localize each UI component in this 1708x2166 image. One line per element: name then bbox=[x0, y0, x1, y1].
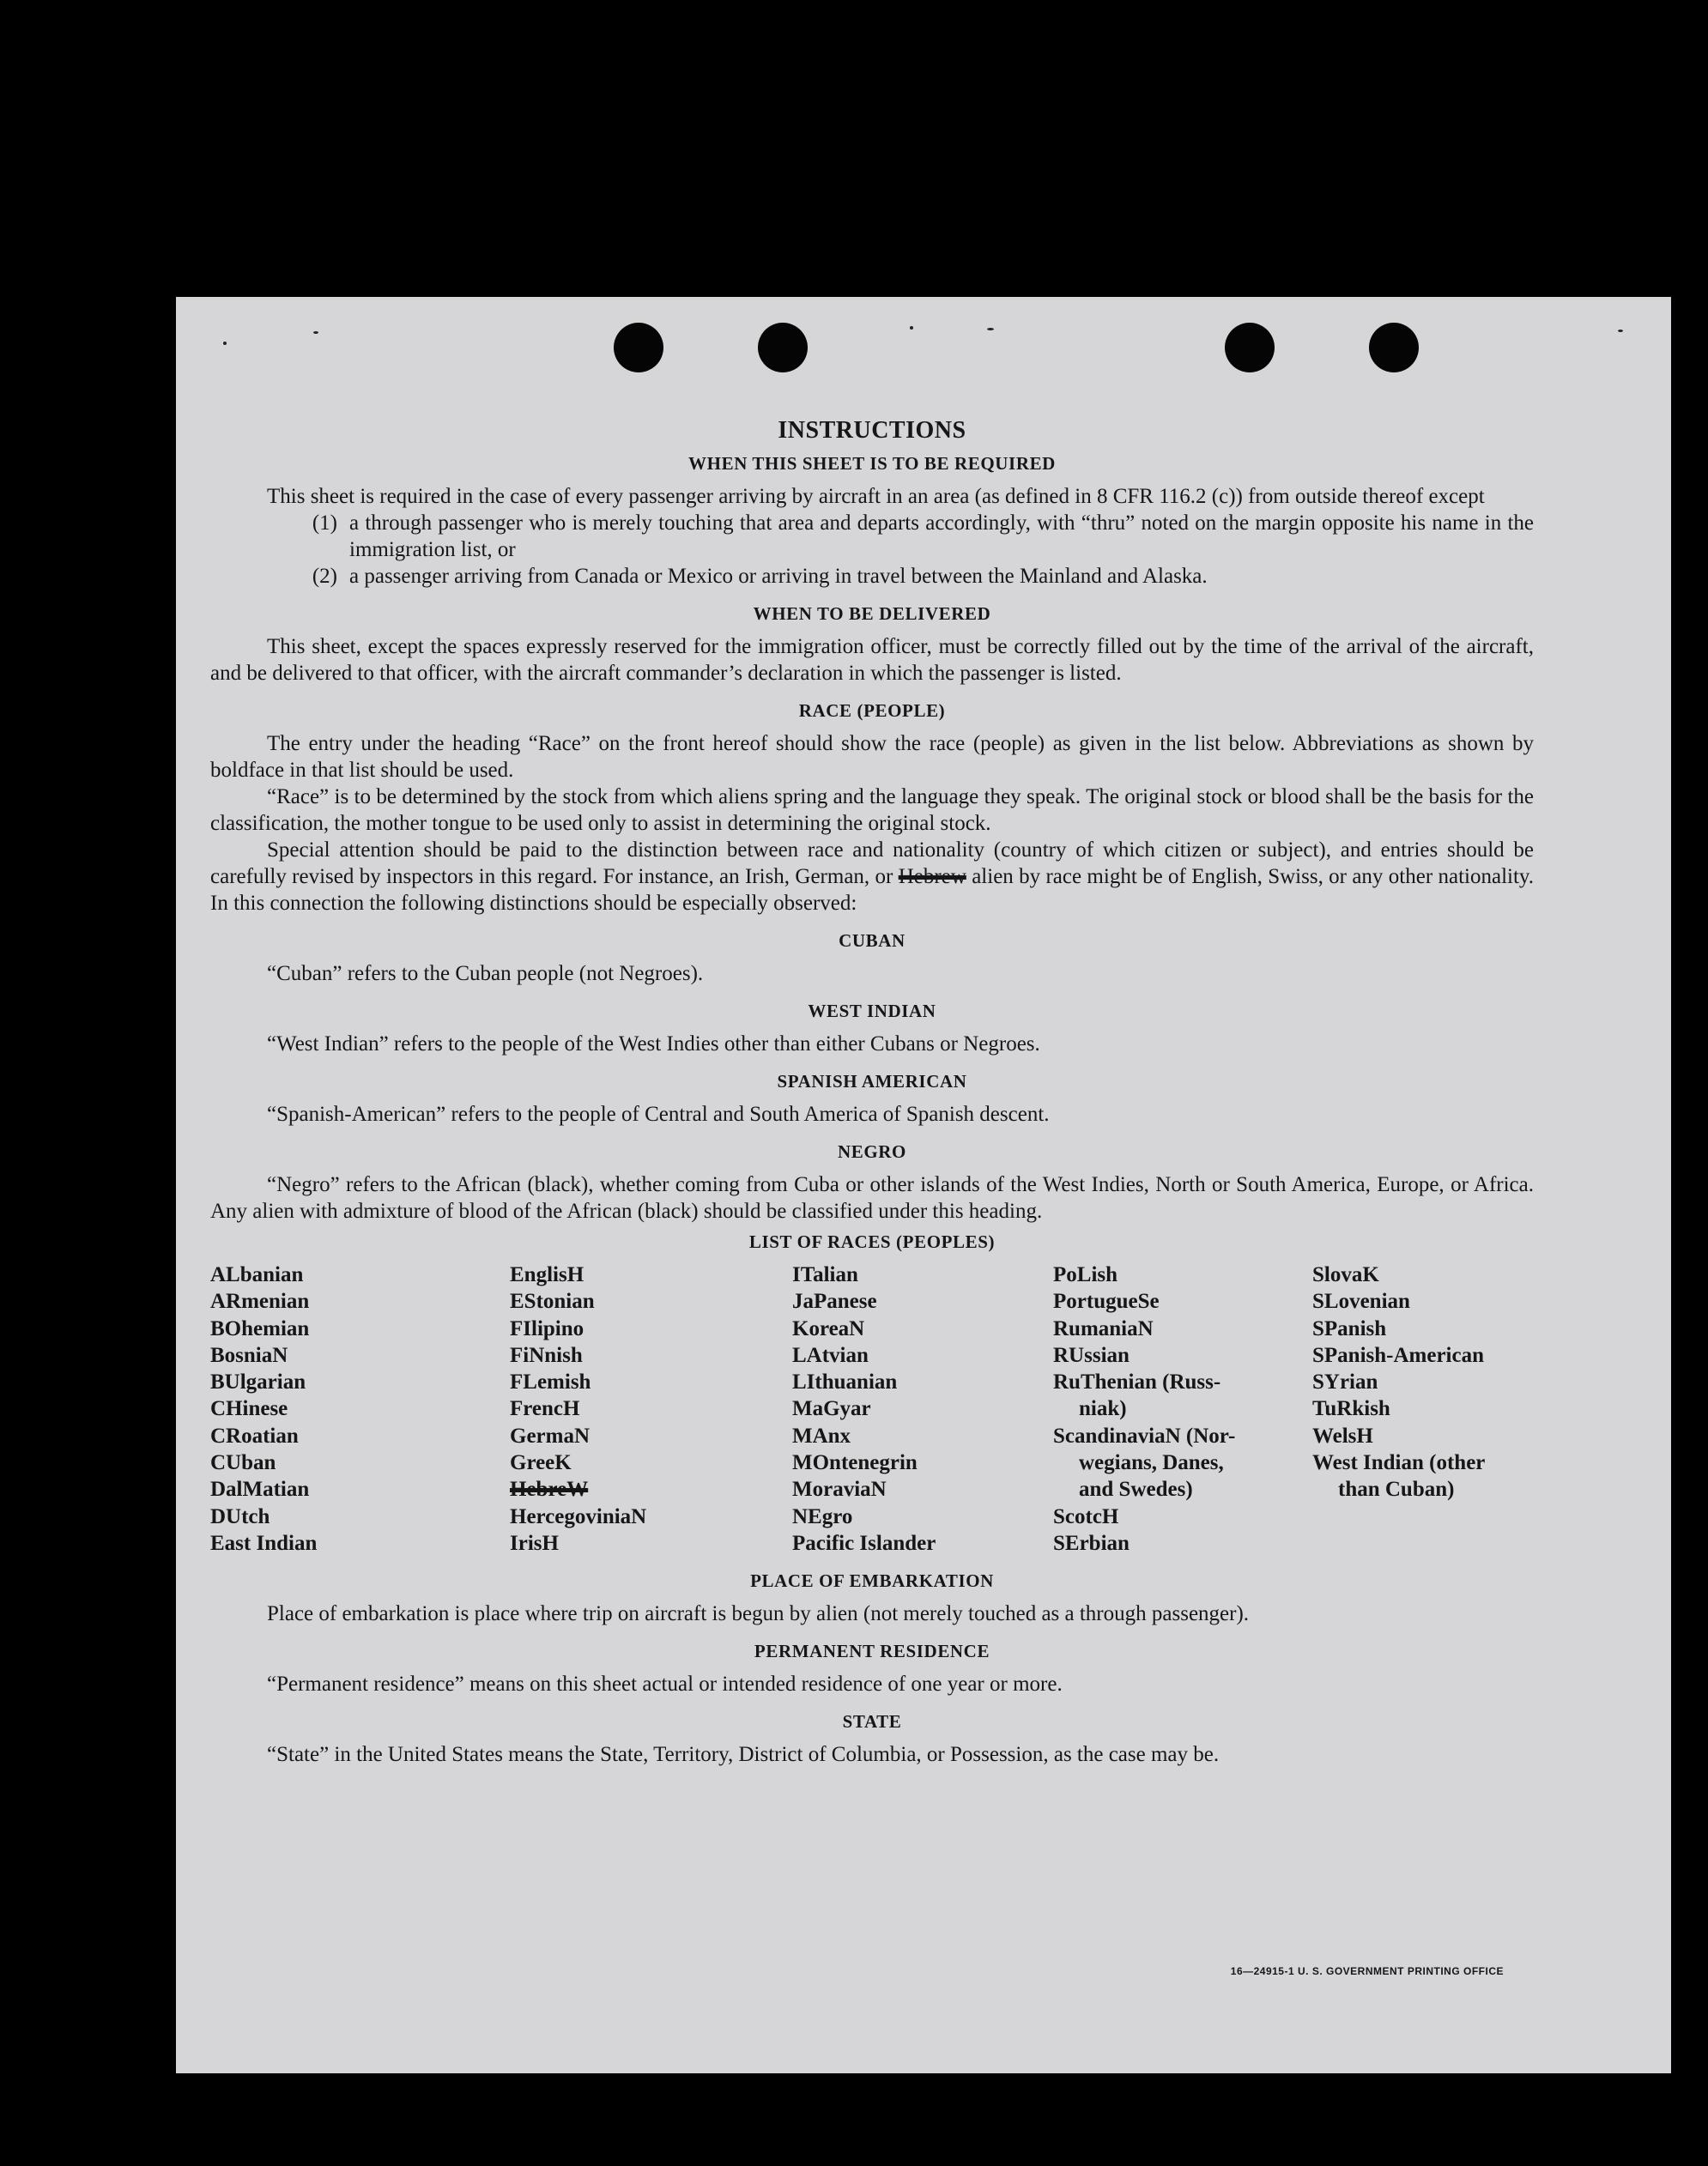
state-text: “State” in the United States means the State, Territory, District of Columbia, or Possession, as the case may be. bbox=[267, 1743, 1220, 1767]
race-item: SLovenian bbox=[1312, 1290, 1410, 1314]
race-paragraph-3b: alien by race might be of English, Swiss, or any other nationality. In this connection the following distinctions should be especially observed: bbox=[210, 865, 1535, 915]
section-heading-race: RACE (PEOPLE) bbox=[798, 700, 946, 721]
race-paragraph-1: The entry under the heading “Race” on the front hereof should show the race (people) as given in the list below. Abbreviations as shown by boldface in that list should be used. bbox=[210, 732, 1534, 782]
struck-word: Hebrew bbox=[898, 865, 966, 888]
delivered-text: This sheet, except the spaces expressly reserved for the immigration officer, must be correctly filled out by the time of the arrival of the aircraft, and be delivered to that officer, with the aircraft commander’s declaration in which the passenger is listed. bbox=[210, 635, 1534, 685]
race-item: HercegoviniaN bbox=[510, 1504, 647, 1528]
race-item: BOhemian bbox=[210, 1316, 310, 1340]
list-of-races-heading: LIST OF RACES (PEOPLES) bbox=[748, 1231, 996, 1252]
race-item: BosniaN bbox=[210, 1343, 288, 1367]
embarkation-text: Place of embarkation is place where trip on aircraft is begun by alien (not merely touched as a through passenger). bbox=[267, 1602, 1250, 1626]
form-sheet bbox=[176, 297, 1671, 2073]
race-item: PortugueSe bbox=[1053, 1290, 1160, 1314]
section-heading-cuban: CUBAN bbox=[839, 930, 905, 951]
speck bbox=[223, 342, 227, 345]
race-paragraph-3 bbox=[210, 837, 1534, 917]
spanish-american-text: “Spanish-American” refers to the people of Central and South America of Spanish descent. bbox=[267, 1103, 1050, 1126]
race-item: GermaN bbox=[510, 1424, 591, 1448]
race-item: MOntenegrin bbox=[792, 1451, 918, 1475]
races-list bbox=[210, 1261, 1534, 1557]
instructions-body bbox=[210, 417, 1534, 1768]
race-item: FiNnish bbox=[510, 1343, 583, 1367]
race-paragraph-3a: Special attention should be paid to the distinction between race and nationality (country of which citizen or subject), and entries should be carefully revised by inspectors in this regard. For instance, an Irish, German, or bbox=[210, 838, 1534, 888]
race-item bbox=[1053, 1423, 1312, 1503]
race-item: FLemish bbox=[510, 1370, 591, 1395]
exception-number: (2) bbox=[312, 565, 337, 588]
race-item: GreeK bbox=[510, 1451, 572, 1475]
section-heading-state: STATE bbox=[842, 1711, 902, 1733]
race-item: SErbian bbox=[1053, 1531, 1130, 1555]
punch-hole bbox=[758, 323, 808, 372]
race-item: LIthuanian bbox=[792, 1370, 898, 1395]
races-column-2 bbox=[510, 1261, 792, 1557]
race-item: IrisH bbox=[510, 1531, 559, 1555]
speck bbox=[987, 328, 994, 330]
exception-item bbox=[210, 563, 1534, 590]
race-item bbox=[1053, 1369, 1312, 1423]
race-item: SYrian bbox=[1312, 1370, 1378, 1395]
race-item: SlovaK bbox=[1312, 1263, 1379, 1286]
speck bbox=[1618, 330, 1623, 332]
race-item-continuation: wegians, Danes, bbox=[1079, 1451, 1224, 1475]
section-heading-residence: PERMANENT RESIDENCE bbox=[754, 1641, 990, 1662]
race-item-line: ScandinaviaN (Nor- bbox=[1053, 1424, 1236, 1448]
race-item: CHinese bbox=[210, 1397, 288, 1421]
page-title: INSTRUCTIONS bbox=[778, 417, 966, 444]
race-item bbox=[1312, 1449, 1534, 1503]
exception-number: (1) bbox=[312, 511, 337, 535]
negro-text: “Negro” refers to the African (black), whether coming from Cuba or other islands of the West Indies, North or South America, Europe, or Africa. Any alien with admixture of blood of the African (black) should be classified under this heading. bbox=[210, 1173, 1534, 1223]
race-item: ITalian bbox=[792, 1263, 858, 1286]
races-column-1 bbox=[210, 1261, 510, 1557]
race-item: DUtch bbox=[210, 1504, 270, 1528]
exception-item bbox=[210, 510, 1534, 563]
speck bbox=[313, 331, 318, 334]
race-item: ARmenian bbox=[210, 1290, 310, 1314]
exception-text: a through passenger who is merely touching that area and departs accordingly, with “thru” noted on the margin opposite his name in the immigration list, or bbox=[349, 511, 1534, 561]
race-item: NEgro bbox=[792, 1504, 853, 1528]
exception-text: a passenger arriving from Canada or Mexico or arriving in travel between the Mainland and Alaska. bbox=[349, 565, 1208, 588]
section-heading-embarkation: PLACE OF EMBARKATION bbox=[750, 1570, 994, 1592]
race-item: SPanish-American bbox=[1312, 1343, 1484, 1367]
race-item-struck: HebreW bbox=[510, 1478, 589, 1502]
race-item: EStonian bbox=[510, 1290, 595, 1314]
section-heading-delivered: WHEN TO BE DELIVERED bbox=[753, 603, 991, 624]
race-item: CRoatian bbox=[210, 1424, 299, 1448]
race-item: ScotcH bbox=[1053, 1504, 1119, 1528]
punch-hole bbox=[1369, 323, 1419, 372]
section-heading-required: WHEN THIS SHEET IS TO BE REQUIRED bbox=[688, 453, 1056, 474]
race-paragraph-2: “Race” is to be determined by the stock from which aliens spring and the language they speak. The original stock or blood shall be the basis for the classification, the mother tongue to be used only to assist in determining the original stock. bbox=[210, 785, 1534, 835]
west-indian-text: “West Indian” refers to the people of the West Indies other than either Cubans or Negroes. bbox=[267, 1032, 1040, 1056]
race-item: Pacific Islander bbox=[792, 1531, 936, 1555]
section-heading-west-indian: WEST INDIAN bbox=[808, 1001, 936, 1021]
race-item: RumaniaN bbox=[1053, 1316, 1154, 1340]
section-heading-spanish-american: SPANISH AMERICAN bbox=[777, 1071, 967, 1092]
race-item-continuation: than Cuban) bbox=[1338, 1478, 1455, 1502]
race-item: MAnx bbox=[792, 1424, 851, 1448]
required-intro: This sheet is required in the case of every passenger arriving by aircraft in an area (as defined in 8 CFR 116.2 (c)) from outside thereof except bbox=[267, 485, 1485, 508]
race-item: WelsH bbox=[1312, 1424, 1373, 1448]
race-item: FIlipino bbox=[510, 1316, 584, 1340]
race-item: PoLish bbox=[1053, 1263, 1118, 1286]
race-item: MaGyar bbox=[792, 1397, 871, 1421]
cuban-text: “Cuban” refers to the Cuban people (not Negroes). bbox=[267, 962, 704, 985]
race-item: MoraviaN bbox=[792, 1478, 887, 1502]
race-item-continuation: niak) bbox=[1079, 1397, 1127, 1421]
section-heading-negro: NEGRO bbox=[837, 1141, 906, 1162]
race-item-continuation: and Swedes) bbox=[1079, 1478, 1193, 1502]
race-item: ALbanian bbox=[210, 1263, 304, 1286]
speck bbox=[910, 326, 913, 330]
race-item: BUlgarian bbox=[210, 1370, 306, 1395]
races-column-4 bbox=[1053, 1261, 1312, 1557]
race-item-line: RuThenian (Russ- bbox=[1053, 1370, 1221, 1395]
race-item: East Indian bbox=[210, 1531, 318, 1555]
residence-text: “Permanent residence” means on this sheet actual or intended residence of one year or more. bbox=[267, 1673, 1063, 1697]
race-item: RUssian bbox=[1053, 1343, 1130, 1367]
race-item: FrencH bbox=[510, 1397, 580, 1421]
race-item: JaPanese bbox=[792, 1290, 877, 1314]
race-item-line: West Indian (other bbox=[1312, 1451, 1486, 1475]
race-item: DalMatian bbox=[210, 1478, 310, 1502]
race-item: SPanish bbox=[1312, 1316, 1387, 1340]
printing-office-imprint: 16—24915-1 U. S. GOVERNMENT PRINTING OFFICE bbox=[1230, 1965, 1504, 1977]
races-column-5 bbox=[1312, 1261, 1534, 1557]
race-item: CUban bbox=[210, 1451, 276, 1475]
race-item: KoreaN bbox=[792, 1316, 865, 1340]
race-item: TuRkish bbox=[1312, 1397, 1390, 1421]
race-item: EnglisH bbox=[510, 1263, 584, 1286]
races-column-3 bbox=[792, 1261, 1053, 1557]
race-item: LAtvian bbox=[792, 1343, 869, 1367]
punch-hole bbox=[1225, 323, 1275, 372]
punch-hole bbox=[614, 323, 663, 372]
